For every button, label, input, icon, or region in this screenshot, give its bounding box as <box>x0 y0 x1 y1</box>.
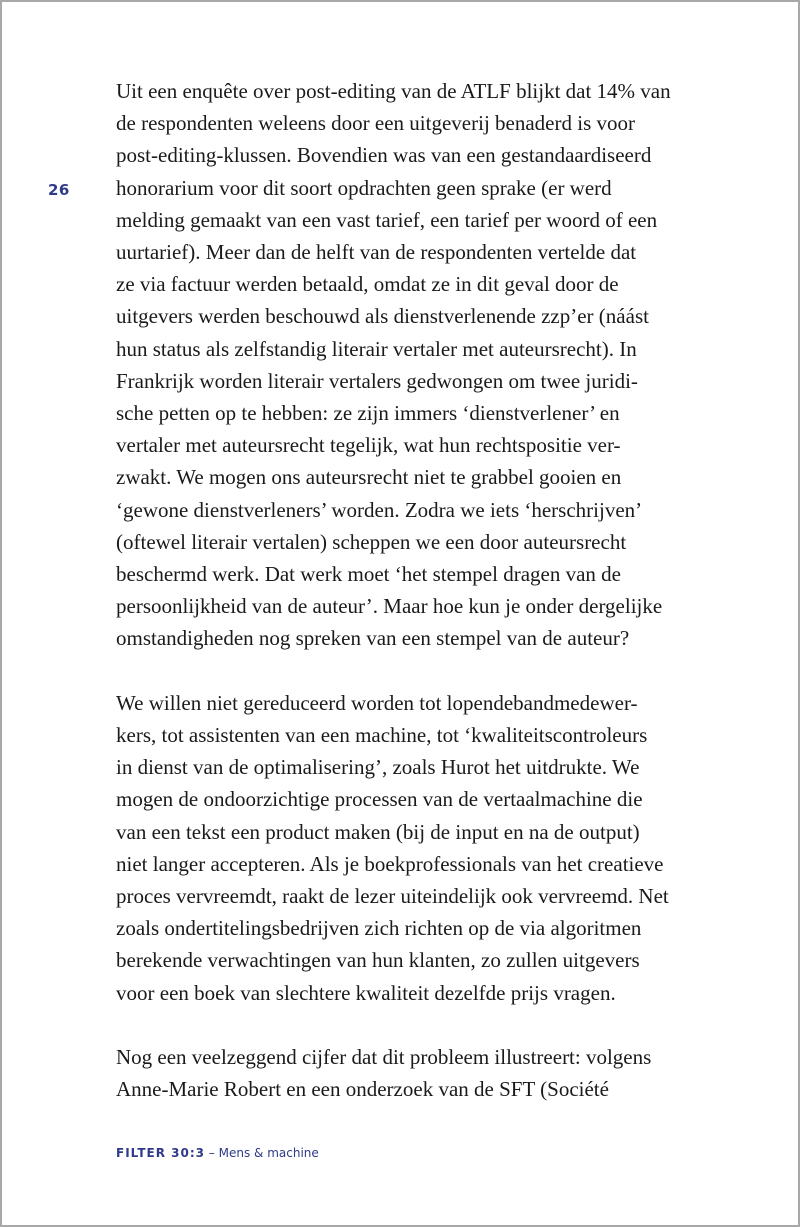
text-line: uitgevers werden beschouwd als dienstverlenende zzp’er (náást <box>116 304 649 329</box>
text-line: (oftewel literair vertalen) scheppen we een door auteursrecht <box>116 529 627 554</box>
text-line: beschermd werk. Dat werk moet ‘het stempel dragen van de <box>116 562 621 587</box>
text-line: omstandigheden nog spreken van een stempel van de auteur? <box>116 626 630 651</box>
text-line: vertaler met auteursrecht tegelijk, wat hun rechtspositie ver- <box>116 433 621 458</box>
text-line: Frankrijk worden literair vertalers gedwongen om twee juridi- <box>116 368 638 393</box>
paragraph-2 <box>116 687 696 1009</box>
text-line: uurtarief). Meer dan de helft van de respondenten vertelde dat <box>116 240 637 265</box>
page-number: 26 <box>48 181 70 199</box>
paragraph-3 <box>116 1041 696 1105</box>
text-line: honorarium voor dit soort opdrachten geen sprake (er werd <box>116 175 612 200</box>
running-footer <box>116 1146 319 1160</box>
journal-issue: FILTER 30:3 <box>116 1146 205 1160</box>
text-line: Nog een veelzeggend cijfer dat dit probleem illustreert: volgens <box>116 1045 652 1070</box>
paragraph-1 <box>116 75 696 655</box>
text-line: berekende verwachtingen van hun klanten, zo zullen uitgevers <box>116 948 640 973</box>
text-line: kers, tot assistenten van een machine, tot ‘kwaliteitscontroleurs <box>116 723 648 748</box>
text-line: mogen de ondoorzichtige processen van de vertaalmachine die <box>116 787 643 812</box>
text-line: hun status als zelfstandig literair vertaler met auteursrecht). In <box>116 336 637 361</box>
text-line: Anne-Marie Robert en een onderzoek van de SFT (Société <box>116 1077 609 1102</box>
text-line: in dienst van de optimalisering’, zoals Hurot het uitdrukte. We <box>116 755 640 780</box>
text-line: zwakt. We mogen ons auteursrecht niet te grabbel gooien en <box>116 465 622 490</box>
body-text <box>116 75 696 1105</box>
text-line: sche petten op te hebben: ze zijn immers ‘dienstverlener’ en <box>116 401 620 426</box>
text-line: Uit een enquête over post-editing van de ATLF blijkt dat 14% van <box>116 79 671 103</box>
text-line: van een tekst een product maken (bij de input en na de output) <box>116 819 640 844</box>
text-line: de respondenten weleens door een uitgeverij benaderd is voor <box>116 111 635 136</box>
text-line: voor een boek van slechtere kwaliteit dezelfde prijs vragen. <box>116 980 616 1005</box>
footer-separator: – <box>204 1146 219 1160</box>
section-title: Mens & machine <box>218 1146 319 1160</box>
text-line: niet langer accepteren. Als je boekprofessionals van het creatieve <box>116 851 664 876</box>
text-line: ‘gewone dienstverleners’ worden. Zodra we iets ‘herschrijven’ <box>116 497 643 522</box>
text-line: melding gemaakt van een vast tarief, een tarief per woord of een <box>116 207 658 232</box>
text-line: persoonlijkheid van de auteur’. Maar hoe kun je onder dergelijke <box>116 594 663 619</box>
text-line: zoals ondertitelingsbedrijven zich richten op de via algoritmen <box>116 916 642 941</box>
text-line: proces vervreemdt, raakt de lezer uiteindelijk ook vervreemd. Net <box>116 884 669 909</box>
text-line: We willen niet gereduceerd worden tot lopendebandmedewer- <box>116 690 638 715</box>
text-line: ze via factuur werden betaald, omdat ze in dit geval door de <box>116 272 619 297</box>
text-line: post-editing-klussen. Bovendien was van een gestandaardiseerd <box>116 143 652 168</box>
